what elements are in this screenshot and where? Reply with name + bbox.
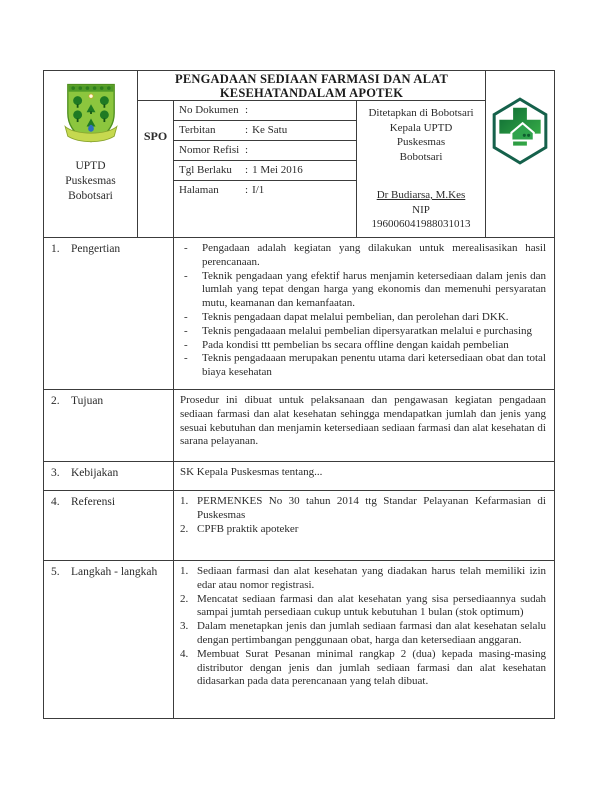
- field-label: Terbitan: [179, 124, 216, 136]
- section-label: Tujuan: [71, 395, 104, 407]
- field-row-tgl-berlaku: [174, 161, 356, 181]
- list-item: [180, 495, 546, 523]
- section-label-cell: [44, 561, 174, 718]
- list-text: Teknis pengadaaan melalui pembelian dipersyaratkan melalui e purchasing: [202, 324, 533, 337]
- list-text: Pengadaan adalah kegiatan yang dilakukan untuk merealisasikan hasil perencanaan.: [202, 242, 546, 268]
- document-title-line2: KESEHATANDALAM APOTEK: [219, 85, 404, 100]
- section-number: 3.: [51, 467, 60, 479]
- header-middle: [138, 71, 485, 237]
- section-label: Pengertian: [71, 243, 121, 255]
- list-item: [180, 242, 546, 270]
- field-row-no-dokumen: [174, 101, 356, 121]
- header-row: [44, 71, 554, 238]
- list-text: Teknis pengadaaan merupakan penentu utama dari ketersediaan obat dan total biaya kesehatan: [202, 352, 546, 379]
- section-label-cell: [44, 462, 174, 490]
- field-value: Ke Satu: [252, 124, 288, 136]
- signer-name: Dr Budiarsa, M.Kes: [376, 189, 466, 201]
- puskesmas-cross-icon: [489, 95, 551, 167]
- org-logo-cell: [44, 71, 138, 237]
- list-marker: -: [184, 269, 188, 282]
- field-label: Tgl Berlaku: [179, 164, 232, 176]
- field-label: Nomor Refisi: [179, 144, 240, 156]
- list-text: Teknik pengadaan yang efektif harus menjamin ketersediaan dalam jenis dan lumlah yang tepat dengan harga yang ekonomis dan memenuhi persyaratan mutu, keamanan dan kemanfaatan.: [202, 269, 546, 310]
- spo-cell: [138, 101, 174, 237]
- spo-label: SPO: [143, 129, 168, 143]
- section-row-tujuan: [44, 390, 554, 462]
- sop-document-table: [43, 70, 555, 719]
- list-item: [180, 648, 546, 689]
- nip-value: 196006041988031013: [371, 218, 471, 230]
- field-label: No Dokumen: [179, 104, 239, 116]
- org-line: Puskesmas: [65, 175, 116, 187]
- section-label: Kebijakan: [71, 467, 119, 479]
- document-title: [138, 71, 485, 101]
- field-colon: :: [245, 144, 249, 156]
- list-text: Dalam menetapkan jenis dan jumlah sediaan farmasi dan alat kesehatan selalu dengan pertimbangan penggunaan obat, harga dan ketersediaan anggaran.: [197, 620, 546, 646]
- section-row-kebijakan: [44, 462, 554, 491]
- list-text: Membuat Surat Pesanan minimal rangkap 2 (dua) kepada masing-masing distributor dengan jenis dan jumlah sediaan farmasi dan alat kesehatan didasarkan pada data perencanaan yang telah dibuat.: [197, 647, 546, 688]
- list-marker: 2.: [180, 522, 189, 535]
- list-item: [180, 339, 546, 353]
- section-label-cell: [44, 390, 174, 461]
- list-item: [180, 270, 546, 311]
- field-value: 1 Mei 2016: [252, 164, 303, 176]
- nip-label: NIP: [412, 203, 430, 216]
- list-marker: -: [184, 352, 188, 365]
- list-text: Teknis pengadaan dapat melalui pembelian, dan perolehan dari DKK.: [202, 310, 509, 323]
- field-row-nomor-refisi: [174, 141, 356, 161]
- section-label: Langkah - langkah: [71, 566, 158, 578]
- section-number: 2.: [51, 395, 60, 407]
- field-label: Halaman: [179, 184, 219, 196]
- document-fields: [174, 101, 357, 237]
- section-row-pengertian: [44, 238, 554, 390]
- list-item: [180, 565, 546, 593]
- list-marker: -: [184, 310, 188, 323]
- list-item: [180, 593, 546, 621]
- list-text: Mencatat sediaan farmasi dan alat kesehatan yang sisa persediaannya sudah sampai jumtah persediaan cukup untuk kebutuhan 1 bulan (stok optimum): [197, 592, 546, 619]
- list-marker: 2.: [180, 592, 189, 605]
- section-number: 4.: [51, 496, 60, 508]
- org-line: UPTD: [75, 160, 106, 172]
- list-text: Pada kondisi ttt pembelian bs secara offline dengan kaidah pembelian: [202, 338, 509, 351]
- header-lower: [138, 101, 485, 237]
- section-row-referensi: [44, 491, 554, 561]
- list-item: [180, 311, 546, 325]
- list-item: [180, 620, 546, 648]
- section-row-langkah: [44, 561, 554, 718]
- list-marker: 3.: [180, 620, 189, 633]
- list-marker: -: [184, 242, 188, 254]
- approval-line: Kepala UPTD: [389, 121, 453, 134]
- section-label-cell: [44, 238, 174, 389]
- approval-block: [357, 101, 485, 237]
- list-marker: 4.: [180, 647, 189, 660]
- list-text: PERMENKES No 30 tahun 2014 ttg Standar Pelayanan Kefarmasian di Puskesmas: [197, 495, 546, 521]
- list-item: [180, 325, 546, 339]
- regency-crest-icon: [62, 81, 120, 147]
- field-colon: :: [245, 184, 249, 196]
- section-paragraph: SK Kepala Puskesmas tentang...: [180, 466, 323, 478]
- section-paragraph: Prosedur ini dibuat untuk pelaksanaan dan pengawasan kegiatan pengadaan sediaan farmasi dan alat kesehatan sehingga mendapatkan jumlah dan jenis yang sesuai kebutuhan dan menjamin ketersediaan sediaan farmasi dan alat kesehatan di sarana pelayanan.: [180, 394, 546, 448]
- section-number: 5.: [51, 566, 60, 578]
- list-item: [180, 352, 546, 380]
- org-name: [65, 159, 115, 204]
- approval-line: Bobotsari: [399, 150, 443, 163]
- puskesmas-logo-cell: [485, 71, 554, 237]
- list-marker: -: [184, 324, 188, 337]
- field-colon: :: [245, 104, 249, 116]
- list-marker: -: [184, 338, 188, 351]
- section-label-cell: [44, 491, 174, 560]
- field-row-halaman: [174, 181, 356, 237]
- section-number: 1.: [51, 243, 60, 255]
- approval-line: Ditetapkan di Bobotsari: [368, 107, 474, 119]
- section-label: Referensi: [71, 496, 116, 508]
- org-line: Bobotsari: [68, 190, 113, 202]
- field-value: I/1: [252, 184, 265, 196]
- section-content: [174, 462, 554, 490]
- field-colon: :: [245, 164, 249, 176]
- section-content: [174, 390, 554, 461]
- list-text: CPFB praktik apoteker: [197, 522, 299, 535]
- list-item: [180, 523, 546, 537]
- approval-line: Puskesmas: [396, 136, 446, 148]
- list-text: Sediaan farmasi dan alat kesehatan yang diadakan harus telah memiliki izin edar atau nomor registrasi.: [197, 565, 546, 591]
- field-colon: :: [245, 124, 249, 136]
- list-marker: 1.: [180, 495, 189, 507]
- section-content: [174, 491, 554, 560]
- document-title-line1: PENGADAAN SEDIAAN FARMASI DAN ALAT: [174, 72, 449, 86]
- section-content: [174, 561, 554, 718]
- field-row-terbitan: [174, 121, 356, 141]
- list-marker: 1.: [180, 565, 189, 577]
- section-content: [174, 238, 554, 389]
